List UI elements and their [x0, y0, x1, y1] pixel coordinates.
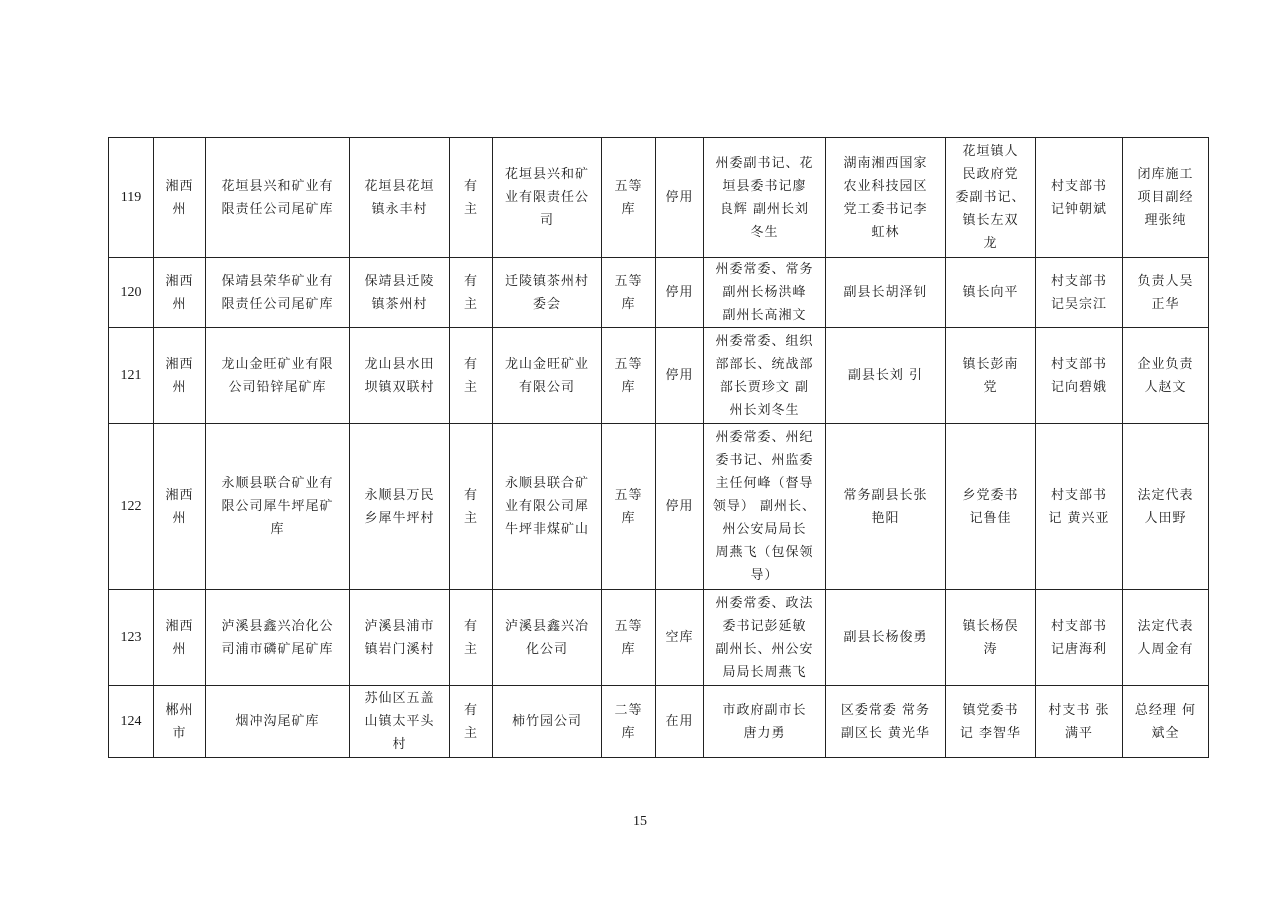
cell-status: 空库: [656, 590, 704, 686]
table-row: [109, 138, 1209, 258]
cell-no: 119: [109, 138, 154, 258]
cell-village-leader: 村支部书 记吴宗江: [1036, 258, 1123, 328]
table-row: [109, 590, 1209, 686]
cell-town-leader: 镇长杨俣 涛: [946, 590, 1036, 686]
cell-region: 郴州 市: [154, 686, 206, 758]
cell-location: 苏仙区五盖 山镇太平头 村: [350, 686, 450, 758]
cell-owner: 有 主: [450, 138, 493, 258]
cell-location: 泸溪县浦市 镇岩门溪村: [350, 590, 450, 686]
cell-enterprise-leader: 法定代表 人周金有: [1123, 590, 1209, 686]
cell-town-leader: 镇党委书 记 李智华: [946, 686, 1036, 758]
cell-enterprise-leader: 总经理 何 斌全: [1123, 686, 1209, 758]
cell-no: 123: [109, 590, 154, 686]
cell-owner: 有 主: [450, 424, 493, 590]
cell-county-leader: 州委副书记、花 垣县委书记廖 良辉 副州长刘 冬生: [704, 138, 826, 258]
cell-location: 保靖县迁陵 镇茶州村: [350, 258, 450, 328]
cell-company: 花垣县兴和矿 业有限责任公 司: [493, 138, 602, 258]
cell-company: 柿竹园公司: [493, 686, 602, 758]
cell-no: 121: [109, 328, 154, 424]
cell-enterprise-leader: 企业负责 人赵文: [1123, 328, 1209, 424]
cell-grade: 二等 库: [602, 686, 656, 758]
cell-company: 龙山金旺矿业 有限公司: [493, 328, 602, 424]
cell-status: 停用: [656, 138, 704, 258]
cell-grade: 五等 库: [602, 424, 656, 590]
cell-status: 停用: [656, 258, 704, 328]
cell-region: 湘西 州: [154, 328, 206, 424]
table-body: [109, 138, 1209, 758]
cell-region: 湘西 州: [154, 424, 206, 590]
cell-location: 龙山县水田 坝镇双联村: [350, 328, 450, 424]
cell-district-leader: 副县长胡泽钊: [826, 258, 946, 328]
cell-district-leader: 副县长刘 引: [826, 328, 946, 424]
table-row: [109, 424, 1209, 590]
cell-village-leader: 村支部书 记 黄兴亚: [1036, 424, 1123, 590]
cell-company: 永顺县联合矿 业有限公司犀 牛坪非煤矿山: [493, 424, 602, 590]
cell-enterprise-leader: 负责人吴 正华: [1123, 258, 1209, 328]
cell-owner: 有 主: [450, 686, 493, 758]
cell-county-leader: 州委常委、常务 副州长杨洪峰 副州长高湘文: [704, 258, 826, 328]
cell-no: 120: [109, 258, 154, 328]
cell-owner: 有 主: [450, 258, 493, 328]
cell-grade: 五等 库: [602, 328, 656, 424]
cell-district-leader: 区委常委 常务 副区长 黄光华: [826, 686, 946, 758]
tailings-pond-table: [108, 137, 1209, 758]
cell-county-leader: 州委常委、政法 委书记彭延敏 副州长、州公安 局局长周燕飞: [704, 590, 826, 686]
cell-name: 永顺县联合矿业有 限公司犀牛坪尾矿 库: [206, 424, 350, 590]
cell-status: 停用: [656, 424, 704, 590]
cell-status: 停用: [656, 328, 704, 424]
cell-no: 122: [109, 424, 154, 590]
cell-grade: 五等 库: [602, 258, 656, 328]
table-row: [109, 258, 1209, 328]
cell-grade: 五等 库: [602, 590, 656, 686]
cell-region: 湘西 州: [154, 258, 206, 328]
cell-name: 保靖县荣华矿业有 限责任公司尾矿库: [206, 258, 350, 328]
cell-town-leader: 镇长向平: [946, 258, 1036, 328]
cell-district-leader: 副县长杨俊勇: [826, 590, 946, 686]
cell-village-leader: 村支书 张 满平: [1036, 686, 1123, 758]
cell-town-leader: 乡党委书 记鲁佳: [946, 424, 1036, 590]
cell-location: 永顺县万民 乡犀牛坪村: [350, 424, 450, 590]
table-row: [109, 328, 1209, 424]
cell-district-leader: 常务副县长张 艳阳: [826, 424, 946, 590]
table-row: [109, 686, 1209, 758]
cell-region: 湘西 州: [154, 138, 206, 258]
cell-village-leader: 村支部书 记向碧娥: [1036, 328, 1123, 424]
page-number: 15: [633, 814, 647, 829]
cell-region: 湘西 州: [154, 590, 206, 686]
cell-owner: 有 主: [450, 328, 493, 424]
cell-company: 泸溪县鑫兴冶 化公司: [493, 590, 602, 686]
cell-district-leader: 湖南湘西国家 农业科技园区 党工委书记李 虹林: [826, 138, 946, 258]
cell-status: 在用: [656, 686, 704, 758]
cell-village-leader: 村支部书 记唐海利: [1036, 590, 1123, 686]
cell-town-leader: 镇长彭南 党: [946, 328, 1036, 424]
cell-name: 花垣县兴和矿业有 限责任公司尾矿库: [206, 138, 350, 258]
cell-no: 124: [109, 686, 154, 758]
cell-town-leader: 花垣镇人 民政府党 委副书记、 镇长左双 龙: [946, 138, 1036, 258]
cell-owner: 有 主: [450, 590, 493, 686]
cell-company: 迁陵镇茶州村 委会: [493, 258, 602, 328]
cell-name: 龙山金旺矿业有限 公司铅锌尾矿库: [206, 328, 350, 424]
cell-county-leader: 州委常委、州纪 委书记、州监委 主任何峰（督导 领导） 副州长、 州公安局局长 周燕飞（包保领 导）: [704, 424, 826, 590]
cell-grade: 五等 库: [602, 138, 656, 258]
cell-county-leader: 州委常委、组织 部部长、统战部 部长贾珍文 副 州长刘冬生: [704, 328, 826, 424]
cell-name: 泸溪县鑫兴冶化公 司浦市磷矿尾矿库: [206, 590, 350, 686]
cell-name: 烟冲沟尾矿库: [206, 686, 350, 758]
cell-enterprise-leader: 法定代表 人田野: [1123, 424, 1209, 590]
cell-village-leader: 村支部书 记钟朝斌: [1036, 138, 1123, 258]
cell-location: 花垣县花垣 镇永丰村: [350, 138, 450, 258]
cell-county-leader: 市政府副市长 唐力勇: [704, 686, 826, 758]
cell-enterprise-leader: 闭库施工 项目副经 理张纯: [1123, 138, 1209, 258]
